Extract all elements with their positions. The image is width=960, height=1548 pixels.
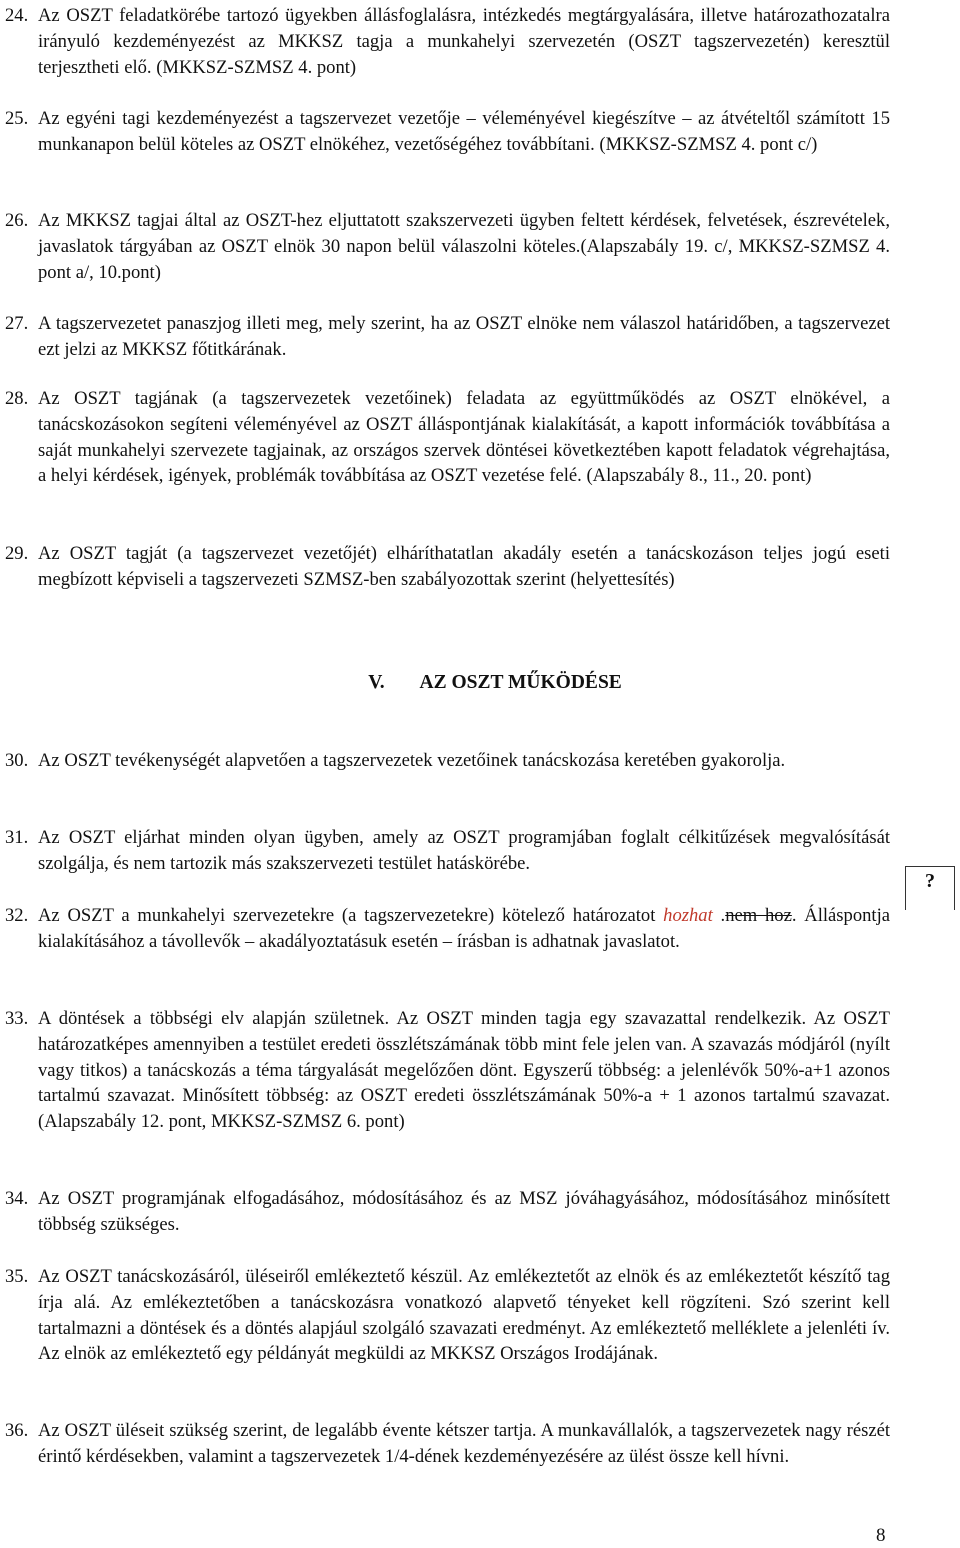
- paragraph-number: 36.: [5, 1420, 29, 1441]
- deleted-text: nem hoz: [725, 905, 792, 926]
- inserted-text: hozhat: [663, 905, 713, 926]
- page-number: 8: [876, 1525, 886, 1546]
- paragraph-number: 25.: [5, 108, 29, 129]
- paragraph-text-part: . Álláspontja kialakításához a távollevők – akadályoztatásuk esetén – írásban is adhatnak javaslatot.: [38, 905, 890, 952]
- paragraph-text: Az OSZT programjának elfogadásához, módosításához és az MSZ jóváhagyásához, módosításához minősített többség szükséges.: [38, 1188, 890, 1235]
- paragraph-24: [0, 3, 890, 80]
- section-title: AZ OSZT MŰKÖDÉSE: [419, 672, 622, 693]
- paragraph-text-part: .: [712, 905, 726, 926]
- paragraph-text: Az OSZT tagját (a tagszervezet vezetőjét) elháríthatatlan akadály esetén a tanácskozáson teljes jogú eseti megbízott képviseli a tagszervezeti SZMSZ-ben szabályozottak szerint (helyettesítés): [38, 543, 890, 590]
- paragraph-text: Az egyéni tagi kezdeményezést a tagszervezet vezetője – véleményével kiegészítve – az átvételtől számított 15 munkanapon belül köteles az OSZT elnökéhez, vezetőségéhez továbbítani. (MKKSZ-SZMSZ 4. pont c/): [38, 108, 890, 155]
- section-number: V.: [368, 672, 385, 693]
- paragraph-text: Az OSZT tagjának (a tagszervezetek vezetőinek) feladata az együttműködés az OSZT elnökével, a tanácskozásokon segíteni véleményével az OSZT álláspontjának kialakítását, a kapott információk továbbítása a saját munkahelyi szervezete tagjainak, az országos szervek döntései következtében kapott feladatok végrehajtása, a helyi kérdések, igények, problémák továbbítása az OSZT vezetése felé. (Alapszabály 8., 11., 20. pont): [38, 388, 890, 487]
- paragraph-26: [0, 208, 890, 285]
- paragraph-number: 24.: [5, 5, 29, 26]
- paragraph-number: 31.: [5, 827, 29, 848]
- paragraph-text: A tagszervezetet panaszjog illeti meg, mely szerint, ha az OSZT elnöke nem válaszol határidőben, a tagszervezet ezt jelzi az MKKSZ főtitkárának.: [38, 313, 890, 360]
- paragraph-number: 26.: [5, 210, 29, 231]
- paragraph-text-part: Az OSZT a munkahelyi szervezetekre (a tagszervezetekre) kötelező határozatot: [38, 905, 664, 926]
- paragraph-text: Az OSZT tanácskozásáról, üléseiről emlékeztető készül. Az emlékeztetőt az elnök és az emlékeztetőt készítő tag írja alá. Az emlékeztetőben a tanácskozásra vonatkozó alapvető tényeket kell rögzíteni. Szó szerint kell tartalmazni a döntések és a döntés alapjául szolgáló szavazati eredményt. Az emlékeztető melléklete a jelenléti ív. Az elnök az emlékeztető egy példányát megküldi az MKKSZ Országos Irodájának.: [38, 1266, 890, 1365]
- paragraph-36: [0, 1418, 890, 1470]
- paragraph-text: Az OSZT feladatkörébe tartozó ügyekben állásfoglalásra, intézkedés megtárgyalására, illetve határozathozatalra irányuló kezdeményezést az MKKSZ tagja a munkahelyi szervezetén (OSZT tagszervezetén) keresztül terjesztheti elő. (MKKSZ-SZMSZ 4. pont): [38, 5, 890, 78]
- paragraph-number: 29.: [5, 543, 29, 564]
- section-heading: [0, 670, 960, 696]
- paragraph-35: [0, 1264, 890, 1367]
- paragraph-32: [0, 903, 890, 955]
- paragraph-25: [0, 106, 890, 158]
- paragraph-28: [0, 386, 890, 489]
- paragraph-27: [0, 311, 890, 363]
- paragraph-text: Az MKKSZ tagjai által az OSZT-hez eljuttatott szakszervezeti ügyben feltett kérdések, felvetések, észrevételek, javaslatok tárgyában az OSZT elnök 30 napon belül válaszolni köteles.(Alapszabály 19. c/, MKKSZ-SZMSZ 4. pont a/, 10.pont): [38, 210, 890, 283]
- paragraph-text: Az OSZT tevékenységét alapvetően a tagszervezetek vezetőinek tanácskozása keretében gyakorolja.: [38, 750, 786, 771]
- margin-question-mark: ?: [925, 870, 935, 892]
- paragraph-31: [0, 825, 890, 877]
- paragraph-text: Az OSZT eljárhat minden olyan ügyben, amely az OSZT programjában foglalt célkitűzések megvalósítását szolgálja, és nem tartozik más szakszervezeti testület hatáskörébe.: [38, 827, 890, 874]
- paragraph-text: [38, 903, 890, 955]
- margin-comment-box: [905, 866, 955, 910]
- paragraph-number: 27.: [5, 313, 29, 334]
- paragraph-29: [0, 541, 890, 593]
- paragraph-34: [0, 1186, 890, 1238]
- paragraph-number: 32.: [5, 905, 29, 926]
- paragraph-number: 30.: [5, 750, 29, 771]
- paragraph-number: 35.: [5, 1266, 29, 1287]
- paragraph-33: [0, 1006, 890, 1135]
- paragraph-number: 34.: [5, 1188, 29, 1209]
- paragraph-text: Az OSZT üléseit szükség szerint, de legalább évente kétszer tartja. A munkavállalók, a tagszervezetek nagy részét érintő kérdésekben, valamint a tagszervezetek 1/4-dének kezdeményezésére az ülést össze kell hívni.: [38, 1420, 890, 1467]
- paragraph-text: A döntések a többségi elv alapján születnek. Az OSZT minden tagja egy szavazattal rendelkezik. Az OSZT határozatképes amennyiben a testület eredeti összlétszámának több mint fele jelen van. A szavazás módjáról (nyílt vagy titkos) a tanácskozás a téma tárgyalását megelőzően dönt. Egyszerű többség: a jelenlévők 50%-a+1 azonos tartalmú szavazat. Minősített többség: az OSZT eredeti összlétszámának 50%-a + 1 azonos tartalmú szavazat. (Alapszabály 12. pont, MKKSZ-SZMSZ 6. pont): [38, 1008, 890, 1133]
- paragraph-number: 28.: [5, 388, 29, 409]
- paragraph-number: 33.: [5, 1008, 29, 1029]
- paragraph-30: [0, 748, 890, 774]
